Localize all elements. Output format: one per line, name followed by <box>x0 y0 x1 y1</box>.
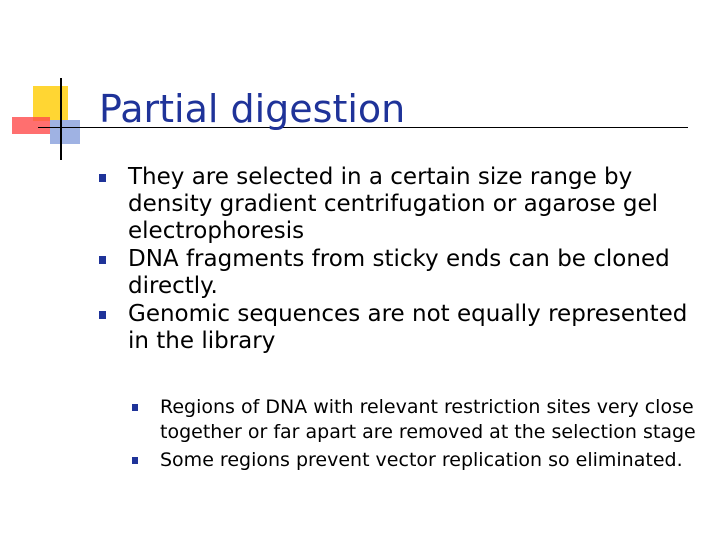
decor-yellow-square <box>33 86 68 121</box>
slide-title: Partial digestion <box>99 87 406 131</box>
bullet-text: Genomic sequences are not equally represented in the library <box>128 301 688 354</box>
sub-bullet-item <box>160 395 705 445</box>
bullet-item <box>128 301 708 355</box>
sub-bullet-list <box>160 395 705 476</box>
bullet-item <box>128 164 708 245</box>
square-bullet-icon <box>132 457 138 464</box>
sub-bullet-item <box>160 448 705 473</box>
bullet-item <box>128 246 708 300</box>
bullet-text: They are selected in a certain size range by density gradient centrifugation or agarose gel electrophoresis <box>128 164 659 244</box>
sub-bullet-text: Regions of DNA with relevant restriction sites very close together or far apart are removed at the selection stage <box>160 396 696 443</box>
bullet-list <box>128 164 708 356</box>
decor-vertical-line <box>60 78 62 160</box>
square-bullet-icon <box>99 256 106 264</box>
bullet-text: DNA fragments from sticky ends can be cloned directly. <box>128 246 670 299</box>
decor-blue-square <box>50 120 80 144</box>
square-bullet-icon <box>99 311 106 319</box>
square-bullet-icon <box>132 404 138 411</box>
decor-red-bar <box>12 117 50 134</box>
square-bullet-icon <box>99 174 106 182</box>
sub-bullet-text: Some regions prevent vector replication so eliminated. <box>160 449 683 471</box>
